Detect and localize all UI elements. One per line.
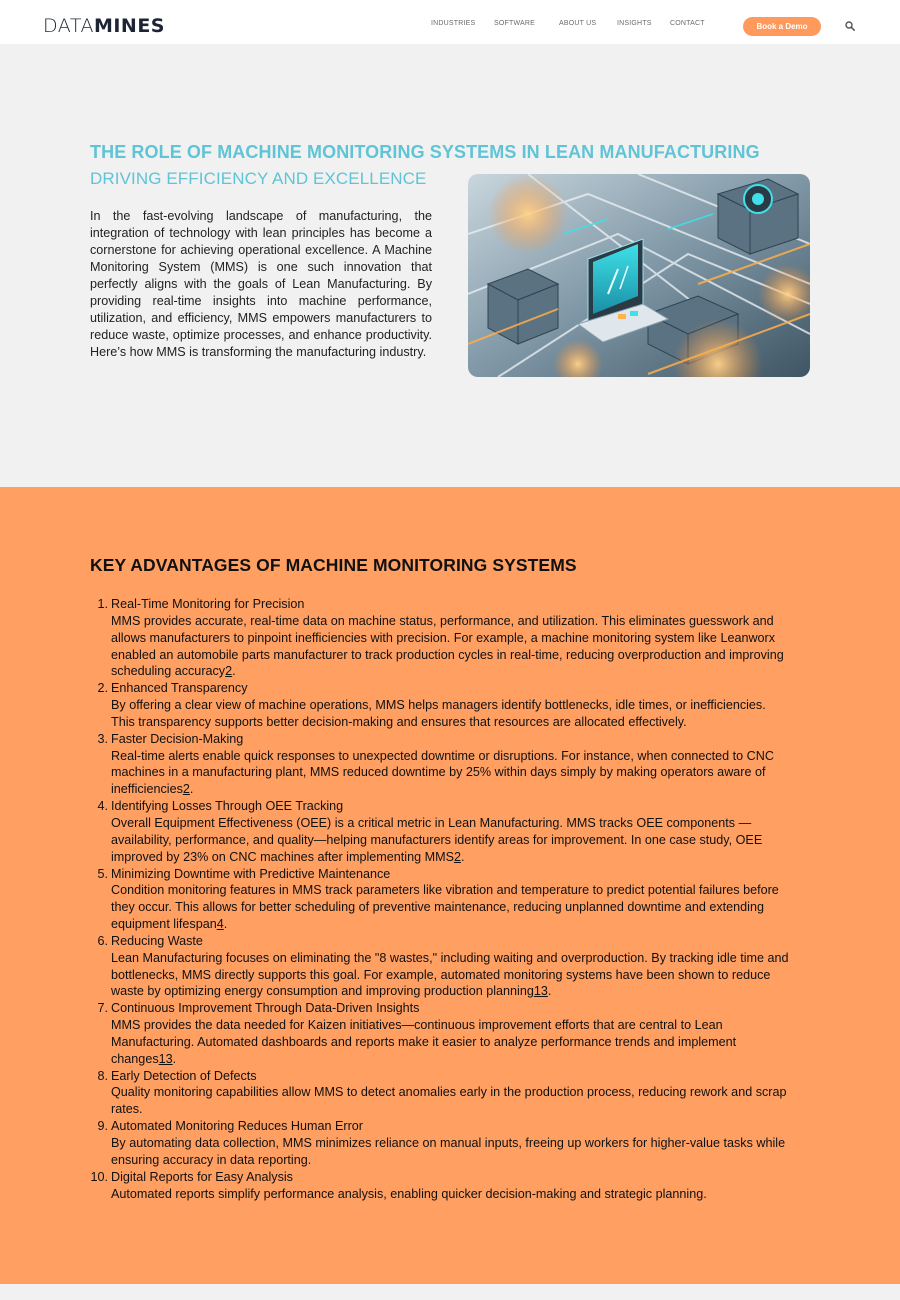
list-item xyxy=(90,731,790,798)
nav-item-industries[interactable]: INDUSTRIES xyxy=(431,20,476,27)
list-item-tail: . xyxy=(460,849,465,864)
list-item-body: MMS provides accurate, real-time data on machine status, performance, and utilization. This eliminates guesswork and allows manufacturers to pinpoint inefficiencies with precision. For example, a machine monitoring system like Leanworx enabled an automobile parts manufacturer to track production cycles in real-time, reducing overproduction and improving scheduling accuracy xyxy=(111,613,784,679)
list-item xyxy=(90,866,790,933)
list-item-text xyxy=(111,950,790,1001)
citation-link[interactable]: 2 xyxy=(453,849,461,864)
list-item-body: MMS provides the data needed for Kaizen initiatives—continuous improvement efforts that are central to Lean Manufacturing. Automated dashboards and reports make it easier to analyze performance trends and implement changes xyxy=(111,1018,737,1066)
list-item-heading: Reducing Waste xyxy=(111,933,203,948)
list-item-body: Condition monitoring features in MMS track parameters like vibration and temperature to predict potential failures before they occur. This allows for better scheduling of preventive maintenance, reducing unplanned downtime and extending equipment lifespan xyxy=(111,883,779,932)
list-item-tail: . xyxy=(223,917,228,932)
list-item-number: 6. xyxy=(97,933,108,948)
list-item-number: 4. xyxy=(97,799,108,814)
list-item-text xyxy=(111,1084,790,1118)
advantages-list xyxy=(90,596,790,1202)
list-item-tail: . xyxy=(547,984,552,999)
nav-item-software[interactable]: SOFTWARE xyxy=(494,20,536,27)
list-item-heading: Enhanced Transparency xyxy=(111,681,248,696)
citation-link[interactable]: 2 xyxy=(225,664,233,679)
list-item-number: 10. xyxy=(90,1169,108,1184)
logo-light-text: DATA xyxy=(43,15,94,37)
list-item-number: 2. xyxy=(97,681,108,696)
list-item-tail: . xyxy=(189,782,194,797)
list-item-text xyxy=(111,748,790,799)
list-item-heading: Digital Reports for Easy Analysis xyxy=(111,1169,293,1184)
list-item-heading: Continuous Improvement Through Data-Driven Insights xyxy=(111,1001,420,1016)
list-item-heading: Identifying Losses Through OEE Tracking xyxy=(111,799,344,814)
site-header xyxy=(0,0,900,44)
search-icon[interactable] xyxy=(845,21,855,31)
list-item-body: Real-time alerts enable quick responses to unexpected downtime or disruptions. For instance, when connected to CNC machines in a manufacturing plant, MMS reduced downtime by 25% within days simply by making operators aware of inefficiencies xyxy=(111,748,774,797)
list-item-number: 8. xyxy=(97,1068,108,1083)
book-demo-button[interactable]: Book a Demo xyxy=(743,17,821,36)
list-item-number: 1. xyxy=(97,597,108,611)
list-item-text xyxy=(111,882,790,933)
list-item-heading: Real-Time Monitoring for Precision xyxy=(111,597,305,611)
logo-bold-text: MINES xyxy=(93,15,165,37)
list-item-heading: Faster Decision-Making xyxy=(111,731,244,746)
list-item-number: 3. xyxy=(97,731,108,746)
list-item xyxy=(90,1118,790,1169)
list-item xyxy=(90,798,790,865)
list-item-text xyxy=(111,1186,790,1203)
list-item-text xyxy=(111,1017,790,1068)
list-item xyxy=(90,596,790,680)
list-item-body: Automated reports simplify performance analysis, enabling quicker decision-making and strategic planning. xyxy=(111,1186,707,1201)
intro-paragraph: In the fast-evolving landscape of manufacturing, the integration of technology with lean principles has become a cornerstone for achieving operational excellence. A Machine Monitoring System (MMS) is one such innovation that perfectly aligns with the goals of Lean Manufacturing. By providing real-time insights into machine performance, utilization, and efficiency, MMS empowers manufacturers to reduce waste, optimize processes, and enhance productivity. Here’s how MMS is transforming the manufacturing industry. xyxy=(90,209,432,359)
list-item-text xyxy=(111,613,790,680)
list-item-tail: . xyxy=(232,664,236,679)
page-subtitle: DRIVING EFFICIENCY AND EXCELLENCE xyxy=(90,169,427,188)
list-item-heading: Early Detection of Defects xyxy=(111,1068,257,1083)
list-item-heading: Automated Monitoring Reduces Human Error xyxy=(111,1119,363,1134)
list-item xyxy=(90,933,790,1000)
list-item-body: Quality monitoring capabilities allow MMS to detect anomalies early in the production process, reducing rework and scrap rates. xyxy=(111,1085,787,1117)
list-item-number: 7. xyxy=(97,1001,108,1016)
list-item-text xyxy=(111,815,790,866)
list-item-text xyxy=(111,697,790,731)
nav-item-insights[interactable]: INSIGHTS xyxy=(617,20,652,27)
logo[interactable] xyxy=(43,14,165,38)
hero-section xyxy=(0,44,900,487)
list-item-heading: Minimizing Downtime with Predictive Maintenance xyxy=(111,866,391,881)
list-item xyxy=(90,1169,790,1203)
factory-illustration xyxy=(468,174,810,377)
list-item-body: By automating data collection, MMS minimizes reliance on manual inputs, freeing up workers for higher-value tasks while ensuring accuracy in data reporting. xyxy=(111,1136,786,1167)
list-item-number: 9. xyxy=(97,1119,108,1134)
list-item-text xyxy=(111,1135,790,1169)
nav-item-about-us[interactable]: ABOUT US xyxy=(559,20,597,27)
list-item-number: 5. xyxy=(97,866,108,881)
list-item xyxy=(90,680,790,731)
footer-strip xyxy=(0,1284,900,1300)
advantages-title: KEY ADVANTAGES OF MACHINE MONITORING SYSTEMS xyxy=(90,555,577,575)
page-title: THE ROLE OF MACHINE MONITORING SYSTEMS IN LEAN MANUFACTURING xyxy=(90,142,760,162)
citation-link[interactable]: 13 xyxy=(158,1051,173,1066)
nav-item-contact[interactable]: CONTACT xyxy=(670,20,705,27)
list-item xyxy=(90,1068,790,1119)
list-item-body: Lean Manufacturing focuses on eliminating the "8 wastes," including waiting and overproduction. By tracking idle time and bottlenecks, MMS directly supports this goal. For example, automated monitoring systems have been shown to reduce waste by optimizing energy consumption and improving production planning xyxy=(111,950,789,999)
list-item-tail: . xyxy=(172,1051,177,1066)
citation-link[interactable]: 13 xyxy=(533,984,548,999)
list-item xyxy=(90,1000,790,1067)
advantages-section xyxy=(0,487,900,1284)
citation-link[interactable]: 2 xyxy=(182,782,190,797)
list-item-body: By offering a clear view of machine operations, MMS helps managers identify bottlenecks, idle times, or inefficiencies. This transparency supports better decision-making and ensures that resources are allocated effectively. xyxy=(111,698,766,729)
list-item-body: Overall Equipment Effectiveness (OEE) is a critical metric in Lean Manufacturing. MMS tracks OEE components —availability, performance, and quality—helping manufacturers identify areas for improvement. In one case study, OEE improved by 23% on CNC machines after implementing MMS xyxy=(111,815,763,864)
citation-link[interactable]: 4 xyxy=(216,917,224,932)
